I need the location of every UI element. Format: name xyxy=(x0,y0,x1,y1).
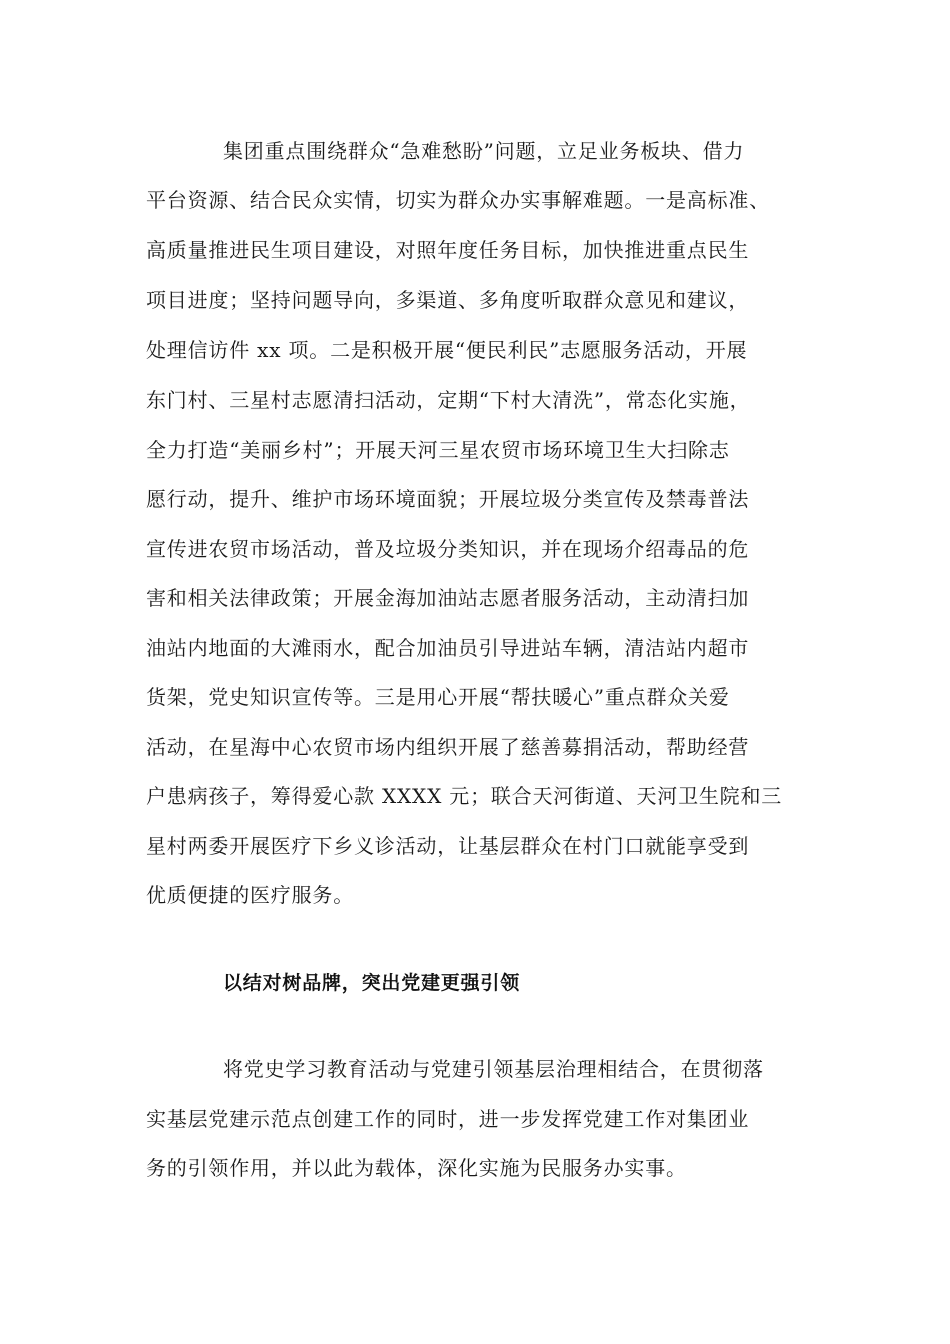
paragraph-1-line-9: 宣传进农贸市场活动，普及垃圾分类知识，并在现场介绍毒品的危 xyxy=(146,537,750,561)
paragraph-1-line-16: 优质便捷的医疗服务。 xyxy=(146,883,354,907)
paragraph-1-line-12: 货架，党史知识宣传等。三是用心开展“帮扶暖心”重点群众关爱 xyxy=(146,685,730,709)
paragraph-1-line-7: 全力打造“美丽乡村”；开展天河三星农贸市场环境卫生大扫除志 xyxy=(146,438,730,462)
section-heading: 以结对树品牌，突出党建更强引领 xyxy=(223,972,521,994)
paragraph-1-line-2: 平台资源、结合民众实情，切实为群众办实事解难题。一是高标准、 xyxy=(146,188,770,212)
paragraph-1-line-11: 油站内地面的大滩雨水，配合加油员引导进站车辆，清洁站内超市 xyxy=(146,636,750,660)
paragraph-1-line-8: 愿行动，提升、维护市场环境面貌；开展垃圾分类宣传及禁毒普法 xyxy=(146,487,750,511)
paragraph-1-line-1: 集团重点围绕群众“急难愁盼”问题，立足业务板块、借力 xyxy=(223,139,745,163)
paragraph-1-line-6: 东门村、三星村志愿清扫活动，定期“下村大清洗”，常态化实施， xyxy=(146,388,751,412)
paragraph-1-line-15: 星村两委开展医疗下乡义诊活动，让基层群众在村门口就能享受到 xyxy=(146,834,750,858)
paragraph-2-line-3: 务的引领作用，并以此为载体，深化实施为民服务办实事。 xyxy=(146,1156,687,1180)
paragraph-1-line-5: 处理信访件 xx 项。二是积极开展“便民利民”志愿服务活动，开展 xyxy=(146,338,748,362)
paragraph-2-line-1: 将党史学习教育活动与党建引领基层治理相结合，在贯彻落 xyxy=(223,1057,764,1081)
paragraph-2-line-2: 实基层党建示范点创建工作的同时，进一步发挥党建工作对集团业 xyxy=(146,1107,750,1131)
paragraph-1-line-4: 项目进度；坚持问题导向，多渠道、多角度听取群众意见和建议， xyxy=(146,288,750,312)
paragraph-1-line-14: 户患病孩子，筹得爱心款 XXXX 元；联合天河街道、天河卫生院和三 xyxy=(146,784,783,808)
paragraph-1-line-10: 害和相关法律政策；开展金海加油站志愿者服务活动，主动清扫加 xyxy=(146,586,750,610)
paragraph-1-line-3: 高质量推进民生项目建设，对照年度任务目标，加快推进重点民生 xyxy=(146,238,750,262)
paragraph-1-line-13: 活动，在星海中心农贸市场内组织开展了慈善募捐活动，帮助经营 xyxy=(146,735,750,759)
